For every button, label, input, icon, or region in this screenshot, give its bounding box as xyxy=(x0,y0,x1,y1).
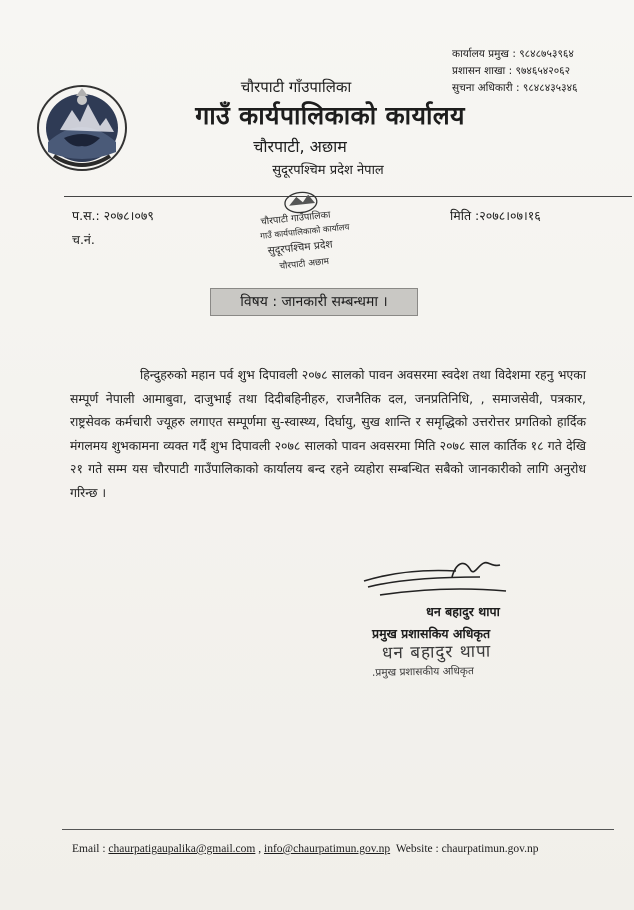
contact-label: कार्यालय प्रमुख xyxy=(452,48,509,60)
website-label: Website : xyxy=(395,843,439,855)
letter-date: मिति :२०७८।०७।१६ xyxy=(450,208,541,223)
stamp-line-1: चौरपाटी गाउँपालिका xyxy=(260,209,331,228)
website-link[interactable]: chaurpatimun.gov.np xyxy=(441,843,539,855)
signature-icon xyxy=(360,555,510,601)
stamp-line-4: चौरपाटी अछाम xyxy=(278,256,330,273)
contact-sep: : xyxy=(508,65,516,77)
reference-chn: च.नं. xyxy=(72,232,95,247)
reference-block xyxy=(72,204,154,252)
signatory-title: प्रमुख प्रशासकिय अधिकृत xyxy=(372,626,491,641)
footer xyxy=(72,840,592,858)
contact-label: प्रशासन शाखा xyxy=(452,65,506,77)
contact-value: ९८४८४३५३४६ xyxy=(522,82,578,94)
email-label: Email : xyxy=(72,843,106,855)
office-title: गाउँ कार्यपालिकाको कार्यालय xyxy=(195,101,465,130)
contact-sep: : xyxy=(516,82,523,94)
contact-value: ९७४६५४२०६२ xyxy=(515,65,571,77)
contact-label: सुचना अधिकारी xyxy=(452,82,513,94)
email-link-1[interactable]: chaurpatigaupalika@gmail.com xyxy=(108,843,256,855)
stamp-line-2: गाउँ कार्यपालिकाको कार्यालय xyxy=(259,222,351,242)
municipality-name: चौरपाटी गाँउपालिका xyxy=(240,78,352,96)
contact-row xyxy=(452,46,628,63)
reference-ps: प.स.: २०७८।०७९ xyxy=(72,208,154,223)
stamp-line-3: सुदूरपश्चिम प्रदेश xyxy=(267,238,334,258)
office-stamp-icon xyxy=(244,180,371,284)
signature-stamp-name: धन बहादुर थापा xyxy=(381,641,492,664)
signatory-name: धन बहादुर थापा xyxy=(426,604,500,619)
subject-line: विषय : जानकारी सम्बन्धमा । xyxy=(210,288,418,316)
signature-stamp-title: .प्रमुख प्रशासकीय अधिकृत xyxy=(371,665,475,679)
contact-value: ९८४८७५३९६४ xyxy=(519,48,574,60)
letter-body: हिन्दुहरुको महान पर्व शुभ दिपावली २०७८ सालको पावन अवसरमा स्वदेश तथा विदेशमा रहनु भएका सम्पूर्ण नेपाली आमाबुवा, दाजुभाई तथा दिदीबहिनीहरु, राजनैतिक दल, जनप्रतिनिधि, , समाजसेवी, पत्रकार, राष्ट्रसेवक कर्मचारी ज्यूहरु लगाएत सम्पूर्णमा सु-स्वास्थ्य, दिर्घायु, सुख शान्ति र समृद्धिको उत्तरोत्तर प्रगतिको हार्दिक मंगलमय शुभकामना व्यक्त गर्दै शुभ दिपावली २०७८ सालको पावन अवसरमा मिति २०७८ साल कार्तिक १८ गते देखि २१ गते सम्म यस चौरपाटी गाउँपालिकाको कार्यालय बन्द रहने व्यहोरा सम्बन्धित सबैको जानकारीको लागि अनुरोध गरिन्छ । xyxy=(70,367,586,500)
email-link-2[interactable]: info@chaurpatimun.gov.np xyxy=(264,843,391,855)
letterhead xyxy=(140,76,520,182)
province-name: सुदूरपश्चिम प्रदेश नेपाल xyxy=(272,163,384,178)
footer-divider xyxy=(62,829,614,830)
footer-separator: , xyxy=(258,843,262,855)
office-place: चौरपाटी, अछाम xyxy=(253,137,347,156)
contact-sep: : xyxy=(512,48,520,60)
